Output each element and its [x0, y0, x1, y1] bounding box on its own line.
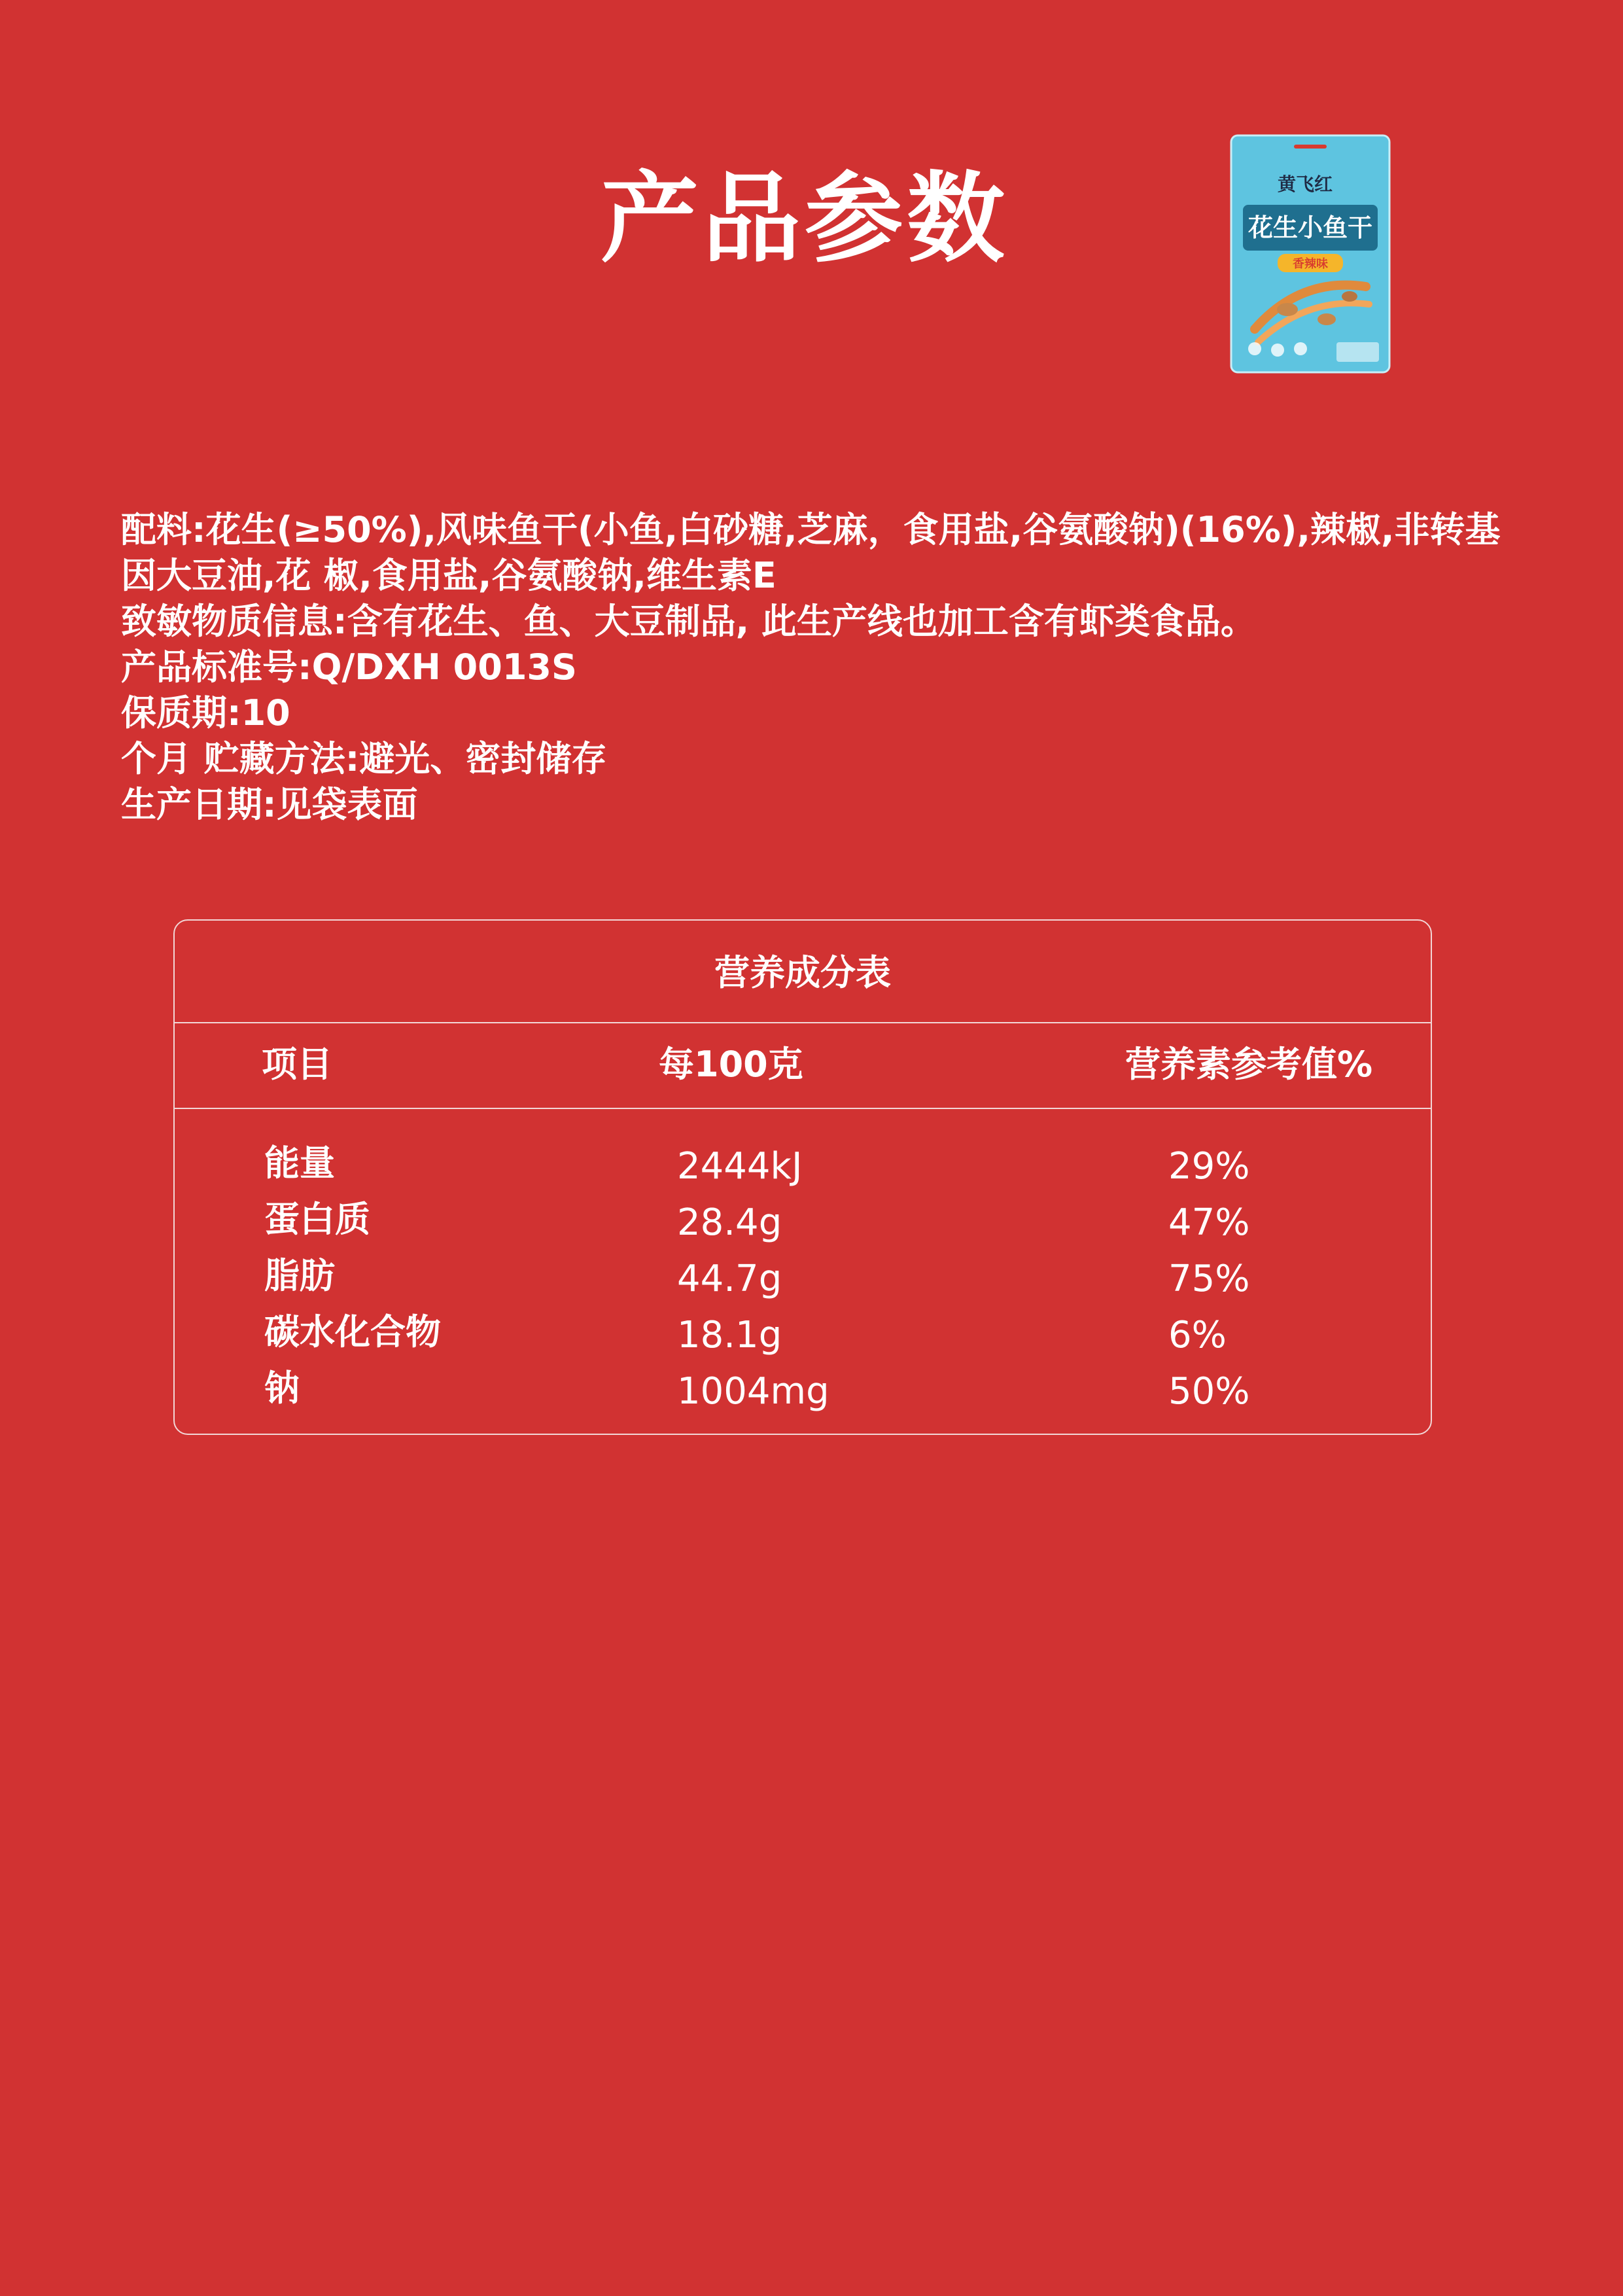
product-info	[121, 507, 1541, 828]
nutrient-name: 碳水化合物	[264, 1311, 441, 1352]
product-standard: 产品标准号:Q/DXH 0013S	[121, 646, 577, 688]
production-date: 生产日期:见袋表面	[121, 784, 418, 825]
nutrient-name: 蛋白质	[264, 1199, 370, 1240]
column-header-nrv: 营养素参考值%	[1125, 1044, 1373, 1085]
ingredients-line-1: 配料:花生(≥50%),风味鱼干(小鱼,白砂糖,芝麻，食用盐,谷氨酸钠)(16%),辣椒,非转基	[121, 509, 1501, 550]
nutrient-nrv: 50%	[1168, 1370, 1250, 1413]
nutrient-value: 44.7g	[677, 1258, 782, 1300]
nutrient-nrv: 29%	[1168, 1145, 1250, 1188]
ingredients-line-2: 因大豆油,花 椒,食用盐,谷氨酸钠,维生素E	[121, 555, 777, 596]
nutrient-name: 脂肪	[264, 1255, 335, 1296]
pack-brand-logo: 黄飞红	[1278, 173, 1333, 195]
nutrient-nrv: 47%	[1168, 1201, 1250, 1244]
pack-flavor-badge: 香辣味	[1293, 257, 1328, 271]
column-header-item: 项目	[262, 1044, 332, 1085]
nutrient-nrv: 6%	[1168, 1314, 1227, 1356]
table-divider	[175, 1022, 1431, 1023]
page-title: 产品参数	[600, 162, 1009, 276]
allergen-info: 致敏物质信息:含有花生、鱼、大豆制品, 此生产线也加工含有虾类食品。	[121, 601, 1256, 642]
nutrient-nrv: 75%	[1168, 1258, 1250, 1300]
nutrition-table	[173, 919, 1432, 1435]
table-row	[175, 1197, 1431, 1253]
storage-method: 个月 贮藏方法:避光、密封储存	[121, 738, 607, 779]
nutrient-name: 钠	[264, 1368, 300, 1409]
nutrient-value: 1004mg	[677, 1370, 829, 1413]
shelf-life: 保质期:10	[121, 692, 290, 733]
nutrient-value: 28.4g	[677, 1201, 782, 1244]
table-divider	[175, 1108, 1431, 1109]
nutrient-value: 18.1g	[677, 1314, 782, 1356]
product-package-image	[1229, 133, 1392, 375]
table-row	[175, 1309, 1431, 1366]
table-row	[175, 1140, 1431, 1197]
nutrient-name: 能量	[264, 1142, 335, 1184]
column-header-per-100g: 每100克	[659, 1044, 803, 1085]
pack-product-name: 花生小鱼干	[1248, 213, 1373, 242]
table-row	[175, 1366, 1431, 1422]
table-row	[175, 1253, 1431, 1309]
nutrient-value: 2444kJ	[677, 1145, 803, 1188]
nutrition-table-title: 营养成分表	[714, 952, 891, 993]
